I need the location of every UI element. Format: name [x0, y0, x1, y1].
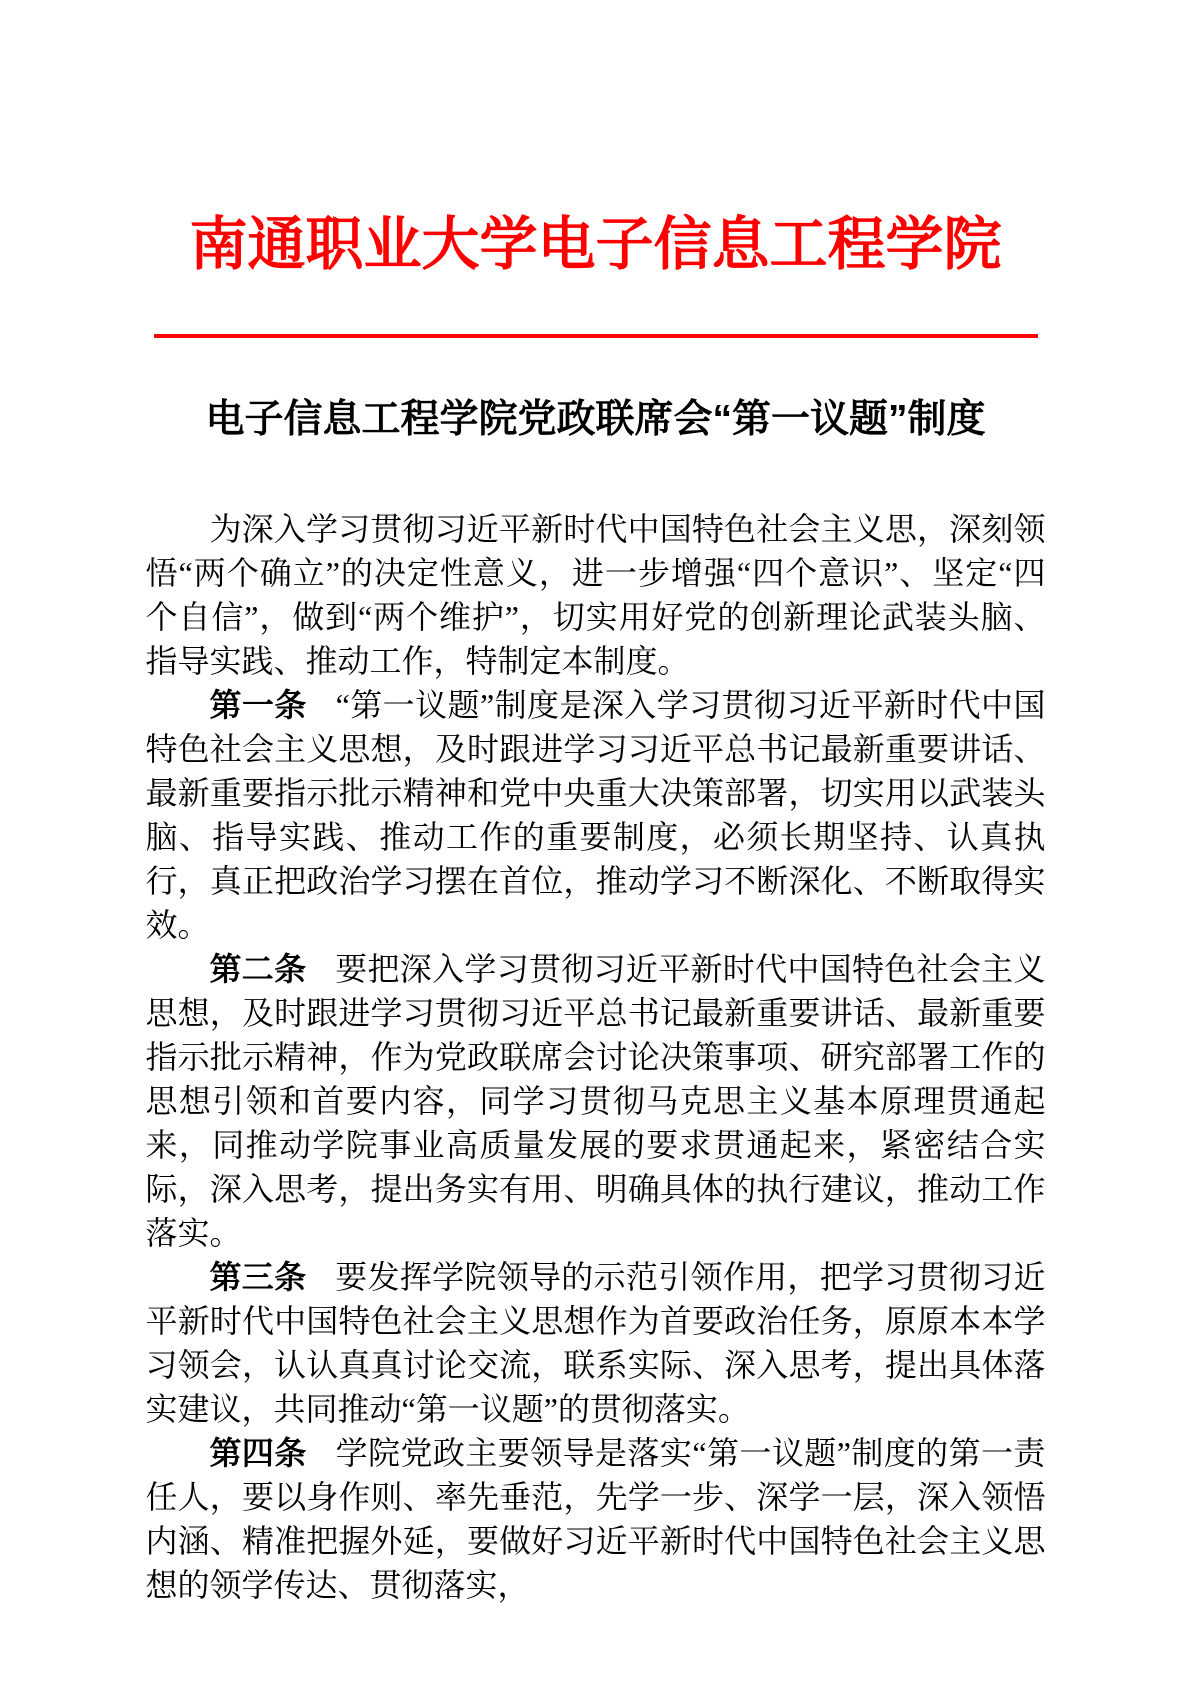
paragraph-article-1-label: 第一条 [209, 687, 307, 723]
paragraph-article-3 [146, 1255, 1046, 1431]
paragraph-article-4-label: 第四条 [209, 1435, 307, 1471]
paragraph-article-4 [146, 1431, 1046, 1607]
paragraph-article-2-label: 第二条 [209, 951, 307, 987]
paragraph-article-1-text: “第一议题”制度是深入学习贯彻习近平新时代中国特色社会主义思想，及时跟进学习习近平总书记最新重要讲话、最新重要指示批示精神和党中央重大决策部署，切实用以武装头脑、指导实践、推动工作的重要制度，必须长期坚持、认真执行，真正把政治学习摆在首位，推动学习不断深化、不断取得实效。 [145, 687, 1046, 943]
paragraph-article-2-text: 要把深入学习贯彻习近平新时代中国特色社会主义思想，及时跟进学习贯彻习近平总书记最新重要讲话、最新重要指示批示精神，作为党政联席会讨论决策事项、研究部署工作的思想引领和首要内容，同学习贯彻马克思主义基本原理贯通起来，同推动学院事业高质量发展的要求贯通起来，紧密结合实际，深入思考，提出务实有用、明确具体的执行建议，推动工作落实。 [145, 951, 1046, 1251]
paragraph-intro [146, 507, 1046, 683]
document-title: 电子信息工程学院党政联席会“第一议题”制度 [205, 398, 986, 441]
document-body [146, 507, 1046, 1607]
letterhead-title: 南通职业大学电子信息工程学院 [189, 212, 1002, 277]
paragraph-article-3-label: 第三条 [209, 1259, 307, 1295]
letterhead-divider [154, 334, 1038, 338]
paragraph-article-1 [146, 683, 1046, 947]
paragraph-article-3-text: 要发挥学院领导的示范引领作用，把学习贯彻习近平新时代中国特色社会主义思想作为首要政治任务，原原本本学习领会，认认真真讨论交流，联系实际、深入思考，提出具体落实建议，共同推动“第一议题”的贯彻落实。 [145, 1259, 1046, 1427]
paragraph-intro-text: 为深入学习贯彻习近平新时代中国特色社会主义思，深刻领悟“两个确立”的决定性意义，进一步增强“四个意识”、坚定“四个自信”，做到“两个维护”，切实用好党的创新理论武装头脑、指导实践、推动工作，特制定本制度。 [145, 511, 1046, 679]
paragraph-article-4-text: 学院党政主要领导是落实“第一议题”制度的第一责任人，要以身作则、率先垂范，先学一步、深学一层，深入领悟内涵、精准把握外延，要做好习近平新时代中国特色社会主义思想的领学传达、贯彻落实， [145, 1435, 1046, 1603]
paragraph-article-2 [146, 947, 1046, 1255]
